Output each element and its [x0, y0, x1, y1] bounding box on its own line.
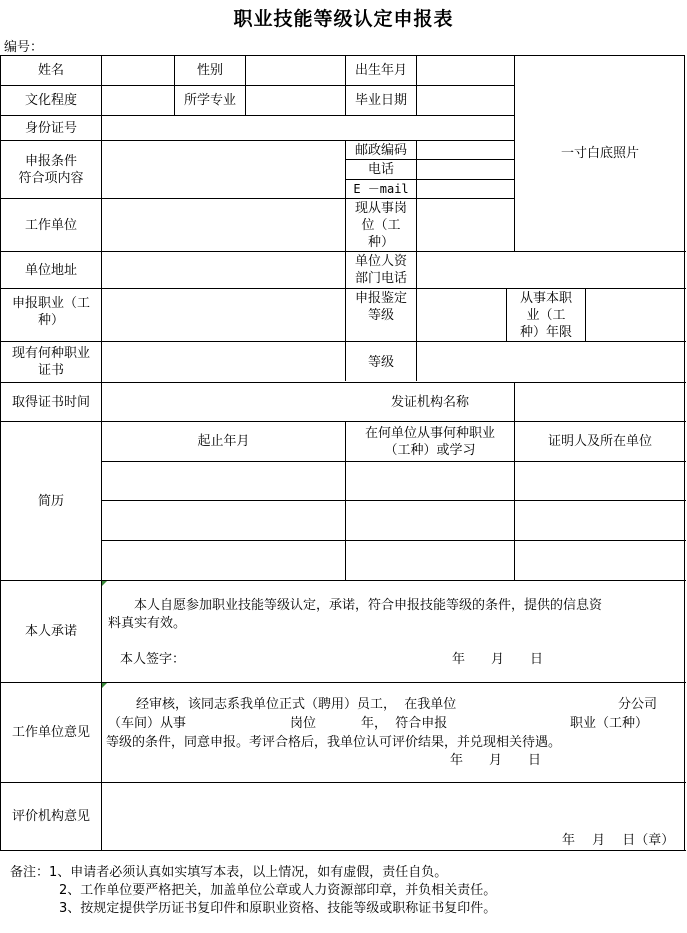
resume-witness-header: 证明人及所在单位 — [547, 434, 652, 449]
employer-label: 工作单位 — [24, 217, 77, 233]
years-in-occupation-field[interactable] — [586, 289, 685, 341]
pledge-date: 年 月 日 — [452, 652, 544, 667]
birth-field[interactable] — [417, 56, 514, 85]
issuer-label: 发证机构名称 — [390, 394, 469, 410]
pledge-line-2: 料真实有效。 — [108, 616, 187, 631]
photo-area[interactable]: 一寸白底照片 — [560, 146, 639, 161]
note-line: 3、按规定提供学历证书复印件和原职业资格、技能等级或职称证书复印件。 — [59, 901, 497, 916]
hr-phone-label: 单位人资 部门电话 — [354, 254, 407, 286]
email-field[interactable] — [417, 180, 514, 198]
resume-work-field[interactable] — [346, 462, 514, 500]
postcode-field[interactable] — [417, 141, 514, 159]
pledge-line-1: 本人自愿参加职业技能等级认定，承诺，符合申报技能等级的条件，提供的信息资 — [134, 598, 603, 613]
pledge-signature-label: 本人签字： — [120, 652, 186, 667]
evaluator-opinion-date: 年 月 日（章） — [562, 833, 675, 848]
resume-witness-field[interactable] — [515, 501, 685, 540]
major-field[interactable] — [246, 86, 345, 115]
employer-address-label: 单位地址 — [24, 262, 77, 278]
phone-label: 电话 — [367, 162, 394, 177]
graduation-field[interactable] — [417, 86, 514, 115]
graduation-label: 毕业日期 — [354, 93, 407, 108]
name-field[interactable] — [102, 56, 174, 85]
level-field[interactable] — [417, 342, 685, 382]
form-bottom-line — [0, 850, 686, 851]
issuer-field[interactable] — [515, 383, 685, 421]
current-certificate-label: 现有何种职业 证书 — [11, 346, 90, 378]
id-number-field[interactable] — [102, 116, 514, 140]
id-number-label: 身份证号 — [24, 120, 77, 136]
education-field[interactable] — [102, 86, 174, 115]
resume-work-field[interactable] — [346, 541, 514, 580]
resume-period-field[interactable] — [102, 462, 345, 500]
resume-period-field[interactable] — [102, 541, 345, 580]
gender-label: 性别 — [196, 63, 223, 78]
resume-period-header: 起止年月 — [197, 434, 250, 449]
current-post-label: 现从事岗 位（工 种） — [354, 200, 407, 250]
note-line: 备注：1、申请者必须认真如实填写本表，以上情况，如有虚假，责任自负。 — [10, 865, 448, 880]
major-label: 所学专业 — [183, 93, 236, 108]
pledge-label: 本人承诺 — [24, 624, 77, 639]
birth-label: 出生年月 — [354, 63, 407, 78]
resume-period-field[interactable] — [102, 501, 345, 540]
employer-opinion-line-1b: 分公司 — [618, 697, 658, 712]
current-certificate-field[interactable] — [102, 342, 345, 382]
cert-date-label: 取得证书时间 — [11, 394, 90, 410]
postcode-label: 邮政编码 — [354, 142, 407, 158]
form-title: 职业技能等级认定申报表 — [233, 8, 454, 30]
education-label: 文化程度 — [24, 93, 77, 108]
employer-opinion-line-3: 等级的条件，同意申报。考评合格后，我单位认可评价结果，并兑现相关待遇。 — [106, 735, 562, 750]
employer-field[interactable] — [102, 199, 345, 251]
employer-opinion-line-2c: 年， 符合申报 — [361, 716, 448, 731]
resume-work-field[interactable] — [346, 501, 514, 540]
serial-number-label: 编号： — [4, 40, 44, 55]
apply-occupation-field[interactable] — [102, 289, 345, 341]
resume-witness-field[interactable] — [515, 541, 685, 580]
years-in-occupation-label: 从事本职 业（工 种）年限 — [519, 291, 572, 340]
conditions-field[interactable] — [102, 141, 345, 198]
employer-opinion-line-2b: 岗位 — [290, 716, 317, 731]
apply-occupation-label: 申报职业（工 种） — [11, 296, 90, 328]
conditions-label: 申报条件 符合项内容 — [18, 153, 84, 186]
note-line: 2、工作单位要严格把关，加盖单位公章或人力资源部印章，并负相关责任。 — [59, 883, 497, 898]
resume-label: 简历 — [37, 493, 64, 509]
gender-field[interactable] — [246, 56, 345, 85]
employer-opinion-line-2d: 职业（工种） — [570, 716, 649, 731]
cert-date-field[interactable] — [102, 383, 345, 421]
resume-work-header: 在何单位从事何种职业 （工种）或学习 — [364, 425, 495, 458]
employer-address-field[interactable] — [102, 252, 345, 288]
employer-opinion-date: 年 月 日 — [450, 753, 542, 768]
employer-opinion-label: 工作单位意见 — [11, 725, 90, 740]
employer-opinion-line-2a: （车间）从事 — [108, 716, 187, 731]
email-label: E －mail — [353, 181, 409, 196]
name-label: 姓名 — [37, 63, 64, 78]
comment-marker-icon — [102, 581, 107, 586]
level-label: 等级 — [367, 354, 394, 370]
apply-level-label: 申报鉴定 等级 — [354, 291, 407, 323]
resume-witness-field[interactable] — [515, 462, 685, 500]
form-notes — [10, 864, 496, 918]
apply-level-field[interactable] — [417, 289, 506, 341]
current-post-field[interactable] — [417, 199, 514, 251]
phone-field[interactable] — [417, 160, 514, 179]
comment-marker-icon — [102, 683, 107, 688]
employer-opinion-line-1a: 经审核，该同志系我单位正式（聘用）员工， 在我单位 — [136, 697, 457, 712]
evaluator-opinion-label: 评价机构意见 — [11, 809, 90, 824]
hr-phone-field[interactable] — [417, 252, 685, 288]
